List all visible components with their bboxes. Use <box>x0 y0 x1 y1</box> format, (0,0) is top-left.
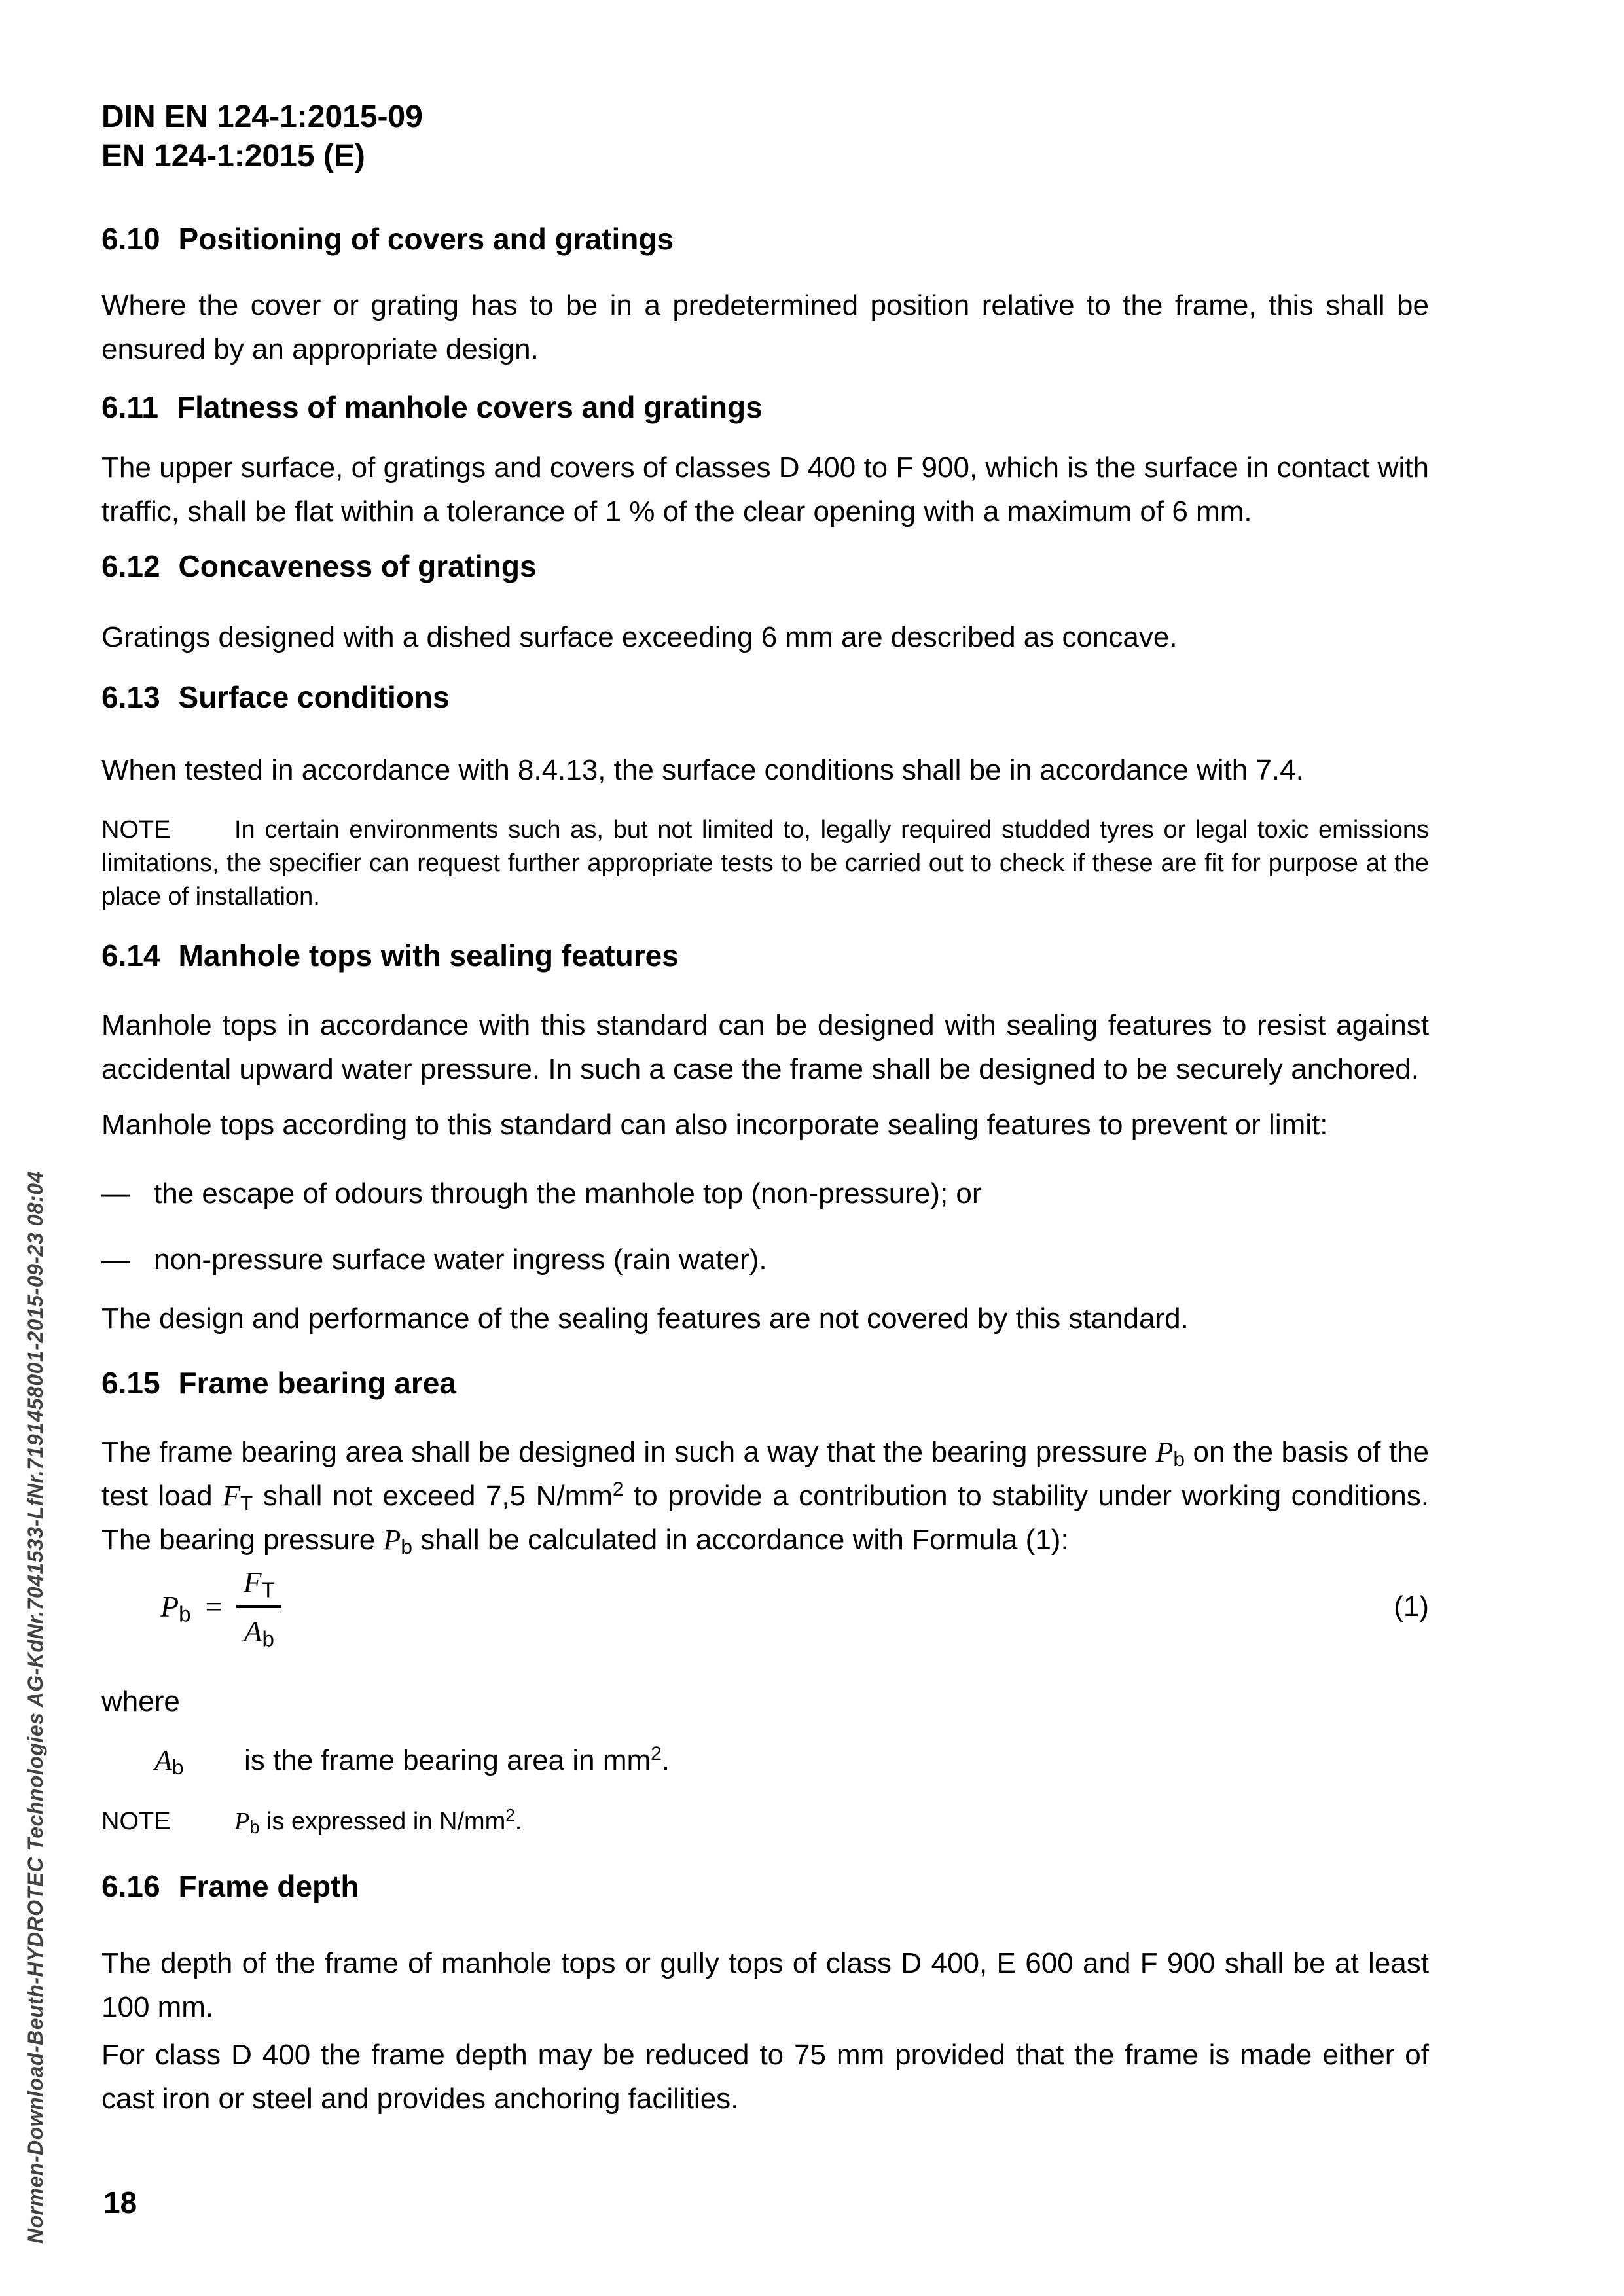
var-base: P <box>383 1524 401 1556</box>
section-heading-6-11 <box>101 387 1429 427</box>
var-FT <box>223 1480 253 1515</box>
paragraph-6-11: The upper surface, of gratings and covers of classes D 400 to F 900, which is the surface in contact with traffic, shall be flat within a tolerance of 1 % of the clear opening with a maximum of 6 mm. <box>101 452 1429 528</box>
definition-term <box>154 1738 244 1782</box>
var-subscript: b <box>1173 1446 1185 1471</box>
where-label: where <box>101 1685 180 1717</box>
superscript-2: 2 <box>612 1479 624 1501</box>
header-line-2: EN 124-1:2015 (E) <box>101 139 365 173</box>
var-base: F <box>243 1566 262 1599</box>
section-number-6-11: 6.11 <box>101 390 158 424</box>
paragraph-6-14-a: Manhole tops in accordance with this standard can be designed with sealing features to resist against accidental upward water pressure. In such a case the frame shall be designed to be securely anchored. <box>101 1009 1429 1085</box>
section-title-6-11: Flatness of manhole covers and gratings <box>177 390 763 424</box>
paragraph-6-15 <box>101 1430 1429 1562</box>
paragraph-run: shall not exceed 7,5 N/mm <box>253 1480 613 1512</box>
paragraph-6-10: Where the cover or grating has to be in a predetermined position relative to the frame, this shall be ensured by an appropriate design. <box>101 289 1429 365</box>
section-number-6-13: 6.13 <box>101 680 160 714</box>
var-Pb <box>1155 1436 1185 1471</box>
var-subscript: b <box>171 1755 184 1779</box>
definition-text: is the frame bearing area in mm <box>244 1744 651 1776</box>
var-base: P <box>160 1590 179 1623</box>
section-heading-6-12 <box>101 547 1429 586</box>
section-title-6-16: Frame depth <box>178 1869 359 1903</box>
section-number-6-14: 6.14 <box>101 939 160 973</box>
var-subscript: b <box>249 1817 260 1838</box>
var-Pb <box>160 1589 191 1627</box>
var-subscript: T <box>240 1490 253 1515</box>
paragraph-6-12: Gratings designed with a dished surface exceeding 6 mm are described as concave. <box>101 621 1178 653</box>
section-number-6-15: 6.15 <box>101 1366 160 1400</box>
paragraph-6-16-b: For class D 400 the frame depth may be reduced to 75 mm provided that the frame is made either of cast iron or steel and provides anchoring facilities. <box>101 2039 1429 2115</box>
section-heading-6-14 <box>101 936 1429 975</box>
var-Ab <box>154 1744 184 1779</box>
section-title-6-10: Positioning of covers and gratings <box>178 222 674 256</box>
equals-sign: = <box>205 1590 223 1623</box>
section-title-6-15: Frame bearing area <box>178 1366 456 1400</box>
paragraph-run: to provide a contribution to stability under working conditions. The bearing pressure <box>101 1480 1429 1556</box>
note-label: NOTE <box>101 1808 171 1835</box>
page-number: 18 <box>103 2185 137 2219</box>
var-subscript: T <box>261 1578 275 1603</box>
section-number-6-10: 6.10 <box>101 222 160 256</box>
var-subscript: b <box>401 1534 412 1558</box>
superscript-2: 2 <box>651 1743 662 1765</box>
section-heading-6-15 <box>101 1363 1429 1403</box>
var-base: A <box>154 1744 172 1776</box>
var-subscript: b <box>179 1602 191 1627</box>
var-base: A <box>244 1615 262 1648</box>
paragraph-run: The frame bearing area shall be designed in such a way that the bearing pressure <box>101 1436 1156 1468</box>
formula-1 <box>101 1564 1429 1652</box>
header-line-1: DIN EN 124-1:2015-09 <box>101 99 423 134</box>
section-heading-6-13 <box>101 677 1429 717</box>
section-number-6-16: 6.16 <box>101 1869 160 1903</box>
definition-text-end: . <box>661 1744 670 1776</box>
list-item-text: non-pressure surface water ingress (rain water). <box>154 1244 767 1276</box>
document-header <box>101 98 1429 176</box>
fraction-denominator <box>244 1608 274 1652</box>
list-item-text: the escape of odours through the manhole top (non-pressure); or <box>154 1177 982 1210</box>
fraction <box>236 1564 281 1652</box>
note-text: In certain environments such as, but not limited to, legally required studded tyres or legal toxic emissions limitations, the specifier can request further appropriate tests to be carried out to check if these are fit for purpose at the place of installation. <box>101 816 1429 910</box>
var-subscript: b <box>262 1627 274 1652</box>
list-item-odours <box>101 1172 1429 1215</box>
section-title-6-14: Manhole tops with sealing features <box>178 939 679 973</box>
paragraph-run: shall be calculated in accordance with Formula (1): <box>412 1524 1069 1556</box>
list-item-water-ingress <box>101 1238 1429 1282</box>
paragraph-run: on the basis of the test load <box>101 1436 1430 1512</box>
section-heading-6-16 <box>101 1867 1429 1906</box>
note-label: NOTE <box>101 816 171 844</box>
paragraph-6-14-c: The design and performance of the sealing features are not covered by this standard. <box>101 1302 1189 1335</box>
var-base: F <box>223 1480 241 1512</box>
paragraph-6-14-b: Manhole tops according to this standard can also incorporate sealing features to prevent or limit: <box>101 1109 1328 1141</box>
paragraph-6-13: When tested in accordance with 8.4.13, the surface conditions shall be in accordance with 7.4. <box>101 754 1304 786</box>
section-number-6-12: 6.12 <box>101 549 160 583</box>
em-dash-bullet: — <box>101 1244 130 1276</box>
section-title-6-13: Surface conditions <box>178 680 450 714</box>
em-dash-bullet: — <box>101 1177 130 1210</box>
var-base: P <box>234 1808 250 1835</box>
paragraph-6-16-a: The depth of the frame of manhole tops or gully tops of class D 400, E 600 and F 900 shall be at least 100 mm. <box>101 1947 1429 2023</box>
fraction-numerator <box>236 1564 281 1608</box>
sidebar-watermark-text: Normen-Download-Beuth-HYDROTEC Technologies AG-KdNr.7041533-LfNr.7191458001-2015-09-23 08:04 <box>24 1171 47 2244</box>
section-heading-6-10 <box>101 219 1429 259</box>
note-6-13 <box>101 814 1429 914</box>
var-Pb <box>234 1808 260 1838</box>
note-text: is expressed in N/mm <box>259 1808 506 1835</box>
var-Pb <box>383 1524 412 1556</box>
formula-number: (1) <box>1394 1590 1429 1623</box>
definition-Ab <box>101 1738 1429 1782</box>
note-text-end: . <box>514 1808 522 1835</box>
section-title-6-12: Concaveness of gratings <box>178 549 537 583</box>
note-6-15 <box>101 1805 1429 1839</box>
formula-expression <box>160 1564 281 1652</box>
var-base: P <box>1155 1436 1174 1468</box>
superscript-2: 2 <box>505 1806 515 1825</box>
